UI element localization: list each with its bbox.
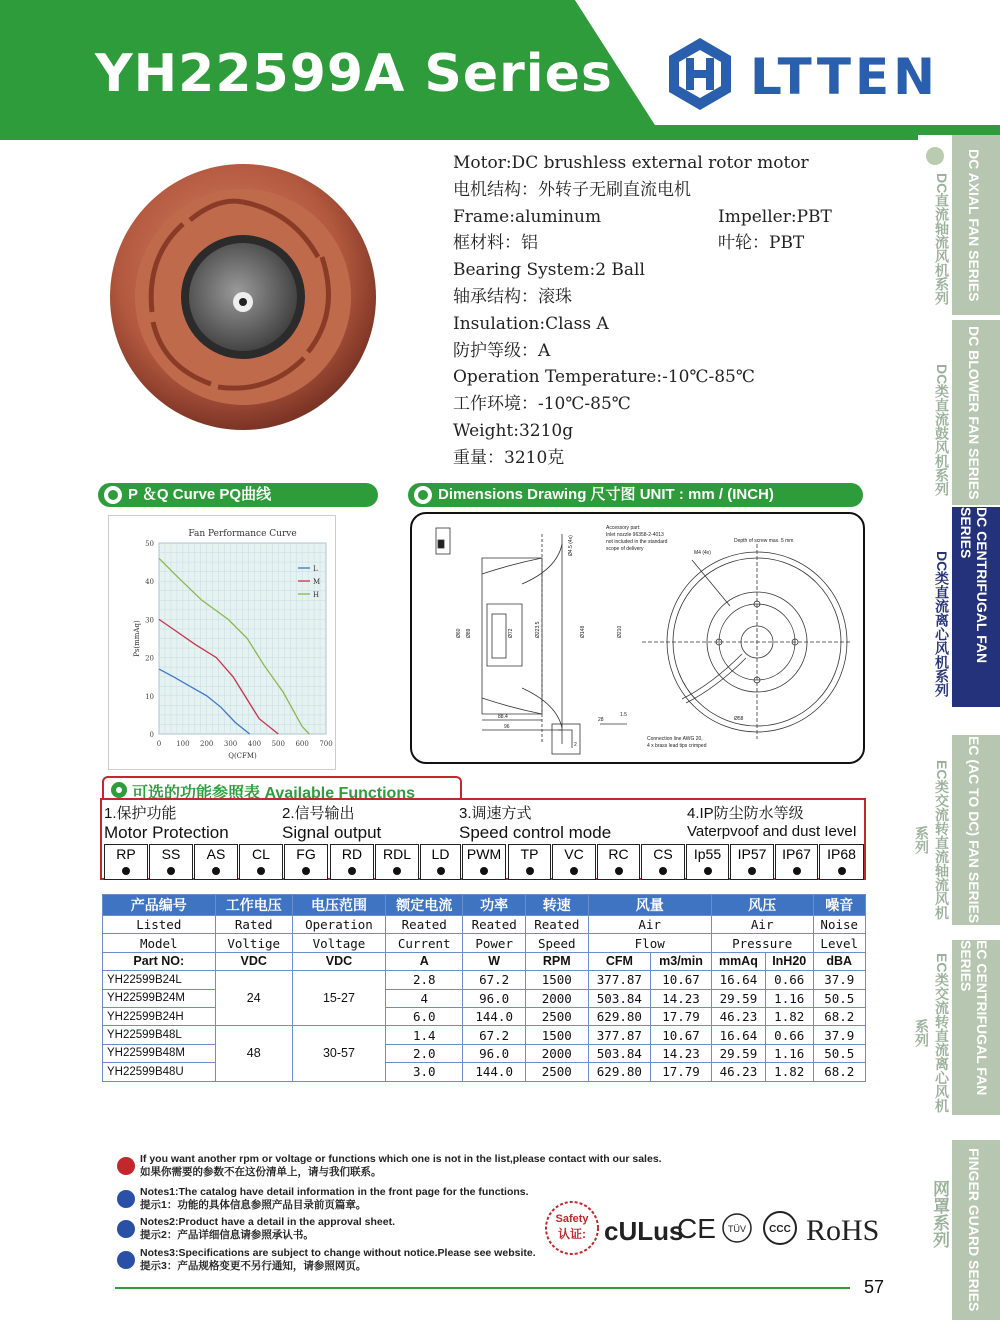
m4-note: M4 (4x) <box>694 550 711 556</box>
x-tick-label: 100 <box>176 740 190 748</box>
dim-60: Ø60 <box>456 628 462 638</box>
table-header-en2: Model Voltige Voltage Current Power Speed Flow Pressure Level <box>103 934 866 952</box>
sidebar-tab-finger-guard[interactable]: 网罩系列 FINGER GUARD SERIES <box>918 1140 1000 1320</box>
page-title: YH22599A Series <box>95 44 613 104</box>
function-cell-rc <box>597 844 640 880</box>
function-cell-ip67 <box>775 844 818 880</box>
available-dot <box>480 867 488 875</box>
x-tick-label: 0 <box>156 740 162 748</box>
dimensions-header: Dimensions Drawing 尺寸图 UNIT : mm / (INCH) <box>408 483 863 507</box>
function-cell-vc <box>552 844 596 880</box>
x-tick-label: 600 <box>295 740 309 748</box>
dim-4-5: Ø4.5 (4x) <box>568 535 574 556</box>
svg-text:认证:: 认证: <box>558 1227 586 1241</box>
legend-label-l: L <box>313 565 318 573</box>
safety-badge-icon <box>546 1202 598 1254</box>
ul-mark-icon: cULus <box>604 1216 684 1246</box>
centrifugal-fan-image <box>108 162 378 432</box>
svg-text:TÜV: TÜV <box>728 1224 746 1234</box>
available-dot <box>122 867 130 875</box>
function-cell-cs <box>641 844 685 880</box>
specifications <box>453 150 853 472</box>
y-tick-label: 0 <box>149 731 154 739</box>
brand-name: LTTEN <box>750 48 939 106</box>
available-dot <box>838 867 846 875</box>
page-number: 57 <box>864 1277 885 1297</box>
dimension-drawing-svg <box>412 514 865 764</box>
function-label: CL <box>252 846 270 862</box>
footer-line <box>115 1287 850 1289</box>
dim-148: Ø148 <box>580 625 586 638</box>
function-cell-rp <box>104 844 148 880</box>
dim-223: Ø223.5 <box>535 621 541 638</box>
function-label: VC <box>564 846 584 862</box>
function-label: RP <box>116 846 136 862</box>
dim-2: 2 <box>574 742 577 748</box>
available-dot <box>212 867 220 875</box>
table-row: YH22599B24L 24 15-27 2.8 67.2 1500 377.87 10.67 16.64 0.66 37.9 <box>103 971 866 989</box>
x-tick-label: 700 <box>319 740 333 748</box>
radiation-icon <box>414 486 432 504</box>
function-cell-fg <box>284 844 328 880</box>
function-label: AS <box>206 846 226 862</box>
svg-text:CCC: CCC <box>769 1224 791 1235</box>
function-label: Ip55 <box>693 846 722 862</box>
function-label: IP67 <box>782 846 811 862</box>
y-tick-label: 30 <box>145 616 154 625</box>
function-cell-tp <box>508 844 551 880</box>
function-cell-ip55 <box>686 844 729 880</box>
function-label: TP <box>520 846 539 862</box>
functions-header: 可选的功能参照表 Available Functions <box>102 776 462 800</box>
spec-frame-cn-row <box>453 230 853 257</box>
legend-label-m: M <box>313 578 321 586</box>
dimensions-drawing <box>410 512 865 764</box>
spec-frame-row <box>453 204 853 231</box>
function-cell-ip68 <box>819 844 864 880</box>
y-tick-label: 40 <box>145 578 154 587</box>
connection-line-2: 4 x brass lead tips crimped <box>647 743 707 749</box>
function-label: SS <box>161 846 181 862</box>
function-cell-rdl <box>375 844 419 880</box>
x-tick-label: 300 <box>223 740 238 748</box>
spec-motor-cn: 电机结构：外转子无刷直流电机 <box>453 179 691 200</box>
spec-frame-cn: 框材料：铝 <box>453 233 538 254</box>
x-axis-label: Q(CFM) <box>228 752 257 760</box>
sidebar-tab-dc-axial[interactable]: DC直流轴流风机系列 DC AXIAL FAN SERIES <box>918 135 1000 315</box>
radiation-icon <box>117 1190 135 1208</box>
function-group-ip: 4.IP防尘防水等级 Vaterpvoof and dust IeveI <box>687 805 857 840</box>
function-label: IP68 <box>827 846 856 862</box>
dim-72: Ø72 <box>508 628 514 638</box>
function-cell-rd <box>330 844 374 880</box>
table-row: YH22599B48U 3.0 144.0 2500 629.80 17.79 46.23 1.82 68.2 <box>103 1063 866 1081</box>
spec-frame-en: Frame:aluminum <box>453 206 602 227</box>
spec-weight-en: Weight:3210g <box>453 420 574 441</box>
available-dot <box>659 867 667 875</box>
dim-96: 96 <box>504 724 510 730</box>
y-axis-label: Ps(mmAq) <box>133 620 141 657</box>
available-dot <box>348 867 356 875</box>
table-row: YH22599B48M 2.0 96.0 2000 503.84 14.23 29.59 1.16 50.5 <box>103 1044 866 1062</box>
table-units: Part NO: VDC VDC A W RPM CFM m3/min mmAq InH20 dBA <box>103 952 866 970</box>
function-label: RC <box>608 846 629 862</box>
available-dot <box>437 867 445 875</box>
y-tick-label: 50 <box>145 540 154 548</box>
y-tick-label: 10 <box>145 692 154 701</box>
svg-text:Safety: Safety <box>555 1213 589 1225</box>
legend-label-h: H <box>313 591 320 599</box>
ccc-mark-icon <box>764 1212 796 1244</box>
available-dot <box>393 867 401 875</box>
dim-89: Ø89 <box>466 628 472 638</box>
function-cell-as <box>194 844 238 880</box>
table-row: YH22599B24H 6.0 144.0 2500 629.80 17.79 46.23 1.82 68.2 <box>103 1007 866 1025</box>
spec-bearing-en: Bearing System:2 Ball <box>453 260 645 281</box>
accessory-line-1: Accessory part: <box>606 525 641 531</box>
spec-weight-cn: 重量：3210克 <box>453 447 565 468</box>
function-label: PWM <box>466 846 502 862</box>
function-cell-cl <box>239 844 283 880</box>
accessory-line-3: not included in the standard <box>606 539 668 545</box>
spec-impeller-en: Impeller:PBT <box>718 206 832 227</box>
dim-28: 28 <box>598 717 604 723</box>
tuv-mark-icon <box>723 1214 751 1242</box>
function-label: LD <box>431 846 450 862</box>
spec-insulation-cn: 防护等级：A <box>453 340 551 361</box>
available-dot <box>167 867 175 875</box>
available-dot <box>704 867 712 875</box>
specs-table <box>102 894 866 1082</box>
radiation-icon <box>110 781 128 799</box>
available-dot <box>302 867 310 875</box>
spec-temp-en: Operation Temperature:-10℃-85℃ <box>453 367 755 388</box>
spec-motor-en: Motor:DC brushless external rotor motor <box>453 153 809 173</box>
dim-1-5: 1.5 <box>620 712 627 718</box>
radiation-icon <box>117 1251 135 1269</box>
sidebar-tab-ec-axial[interactable]: EC类交流转直流轴流风机系列 EC (AC TO DC) FAN SERIES <box>918 735 1000 925</box>
available-dot <box>526 867 534 875</box>
ce-mark-icon: CE <box>677 1213 716 1244</box>
accessory-line-4: scope of delivery <box>606 546 644 552</box>
sidebar-tab-dc-blower[interactable]: DC类直流鼓风机系列 DC BLOWER FAN SERIES <box>918 320 1000 505</box>
available-dot <box>570 867 578 875</box>
x-tick-label: 200 <box>200 740 214 748</box>
series-sidebar <box>914 135 1000 1342</box>
dim-210: Ø210 <box>617 625 623 638</box>
dim-88-4: 88.4 <box>498 714 508 720</box>
function-label: IP57 <box>737 846 767 862</box>
function-group-signal: 2.信号输出 Signal output <box>282 805 382 842</box>
function-label: RD <box>341 846 363 862</box>
table-row: YH22599B24M 4 96.0 2000 503.84 14.23 29.59 1.16 50.5 <box>103 989 866 1007</box>
table-header-cn: 产品编号 工作电压 电压范围 额定电流 功率 转速 风量 风压 噪音 <box>103 895 866 916</box>
connection-line-1: Connection line AWG 20, <box>647 736 703 742</box>
x-tick-label: 400 <box>247 740 262 748</box>
sidebar-tab-dc-centrifugal[interactable]: DC类直流离心风机系列 DC CENTRIFUGAL FAN SERIES <box>918 507 1000 707</box>
certification-logos <box>544 1200 884 1260</box>
accessory-line-2: Inlet nozzle 96358-2-4013 <box>606 532 664 538</box>
table-row: YH22599B48L 48 30-57 1.4 67.2 1500 377.87 10.67 16.64 0.66 37.9 <box>103 1026 866 1044</box>
x-tick-label: 500 <box>271 740 285 748</box>
function-group-speed: 3.调速方式 Speed control mode <box>459 805 612 842</box>
spec-temp-cn: 工作环境：-10℃-85℃ <box>453 394 631 415</box>
pq-chart-box <box>108 515 336 770</box>
available-dot <box>257 867 265 875</box>
dim-58: Ø58 <box>734 716 744 722</box>
chart-title: Fan Performance Curve <box>188 529 297 539</box>
spec-impeller-cn: 叶轮：PBT <box>718 233 805 254</box>
function-label: RDL <box>382 846 411 862</box>
available-dot <box>615 867 623 875</box>
function-cell-ld <box>420 844 461 880</box>
function-cell-ss <box>149 844 193 880</box>
depth-note: Depth of screw max. 5 mm <box>734 538 794 544</box>
radiation-icon <box>104 486 122 504</box>
function-group-protection: 1.保护功能 Motor Protection <box>104 805 229 842</box>
function-cell-pwm <box>462 844 506 880</box>
table-header-en1: Listed Rated Operation Reated Reated Reated Air Air Noise <box>103 916 866 934</box>
spec-insulation-en: Insulation:Class A <box>453 313 609 334</box>
available-dot <box>748 867 756 875</box>
rohs-mark-icon: RoHS <box>806 1214 880 1247</box>
y-tick-label: 20 <box>145 654 154 663</box>
available-dot <box>793 867 801 875</box>
radiation-icon <box>117 1220 135 1238</box>
function-cell-ip57 <box>730 844 774 880</box>
pq-curve-header: P ＆Q Curve PQ曲线 <box>98 483 378 507</box>
pq-chart <box>109 516 337 771</box>
spec-bearing-cn: 轴承结构：滚珠 <box>453 286 572 307</box>
page-header <box>0 0 1000 140</box>
sidebar-tab-ec-centrifugal[interactable]: EC类交流转直流离心风机系列 EC CENTRIFUGAL FAN SERIES <box>918 940 1000 1115</box>
radiation-icon <box>117 1157 135 1175</box>
function-label: CS <box>653 846 673 862</box>
function-label: FG <box>296 846 316 862</box>
